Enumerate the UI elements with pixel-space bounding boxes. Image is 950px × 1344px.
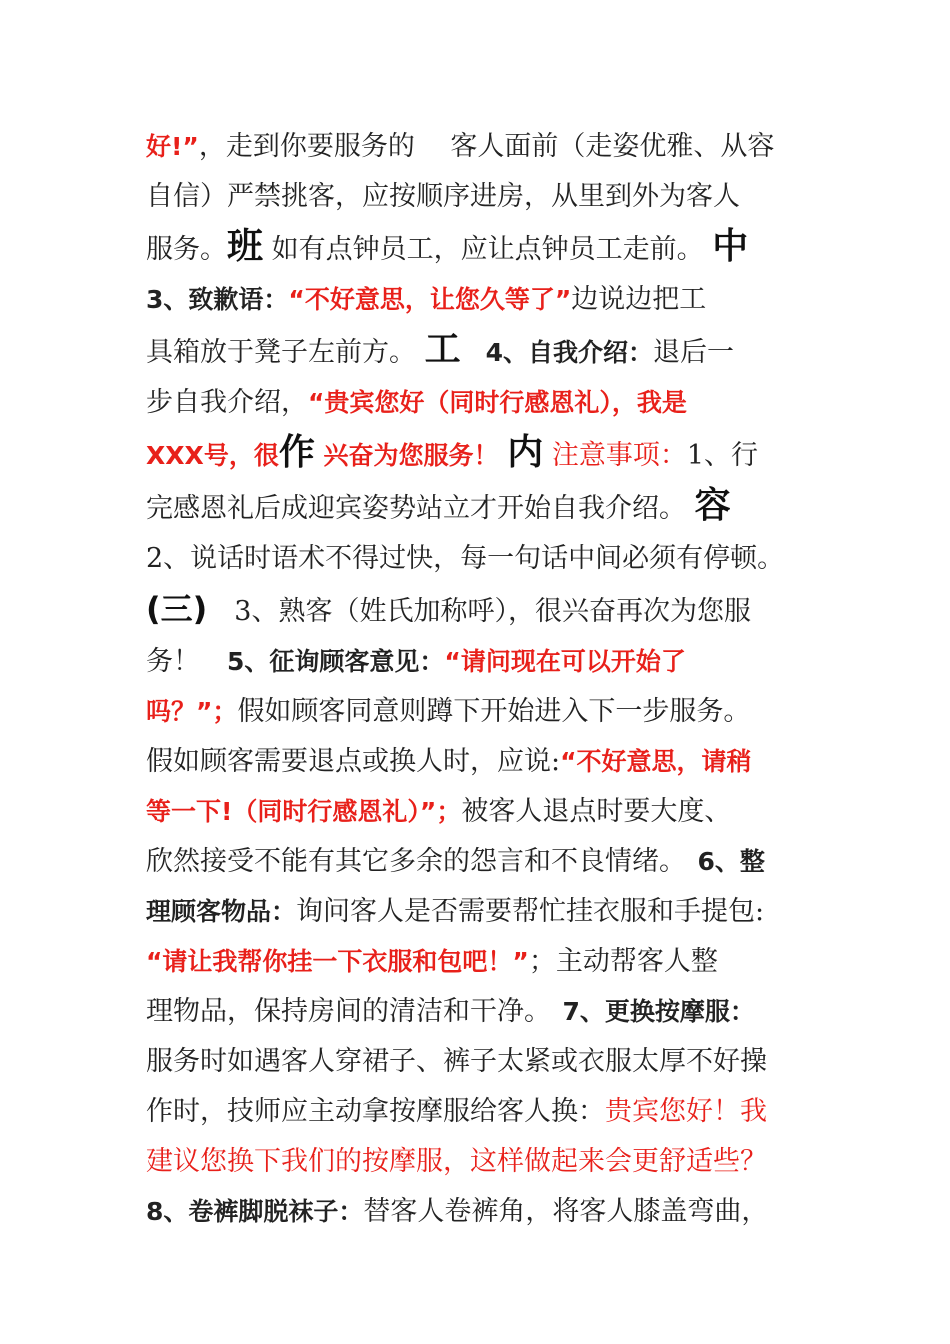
- watermark-char: 中: [712, 226, 749, 267]
- watermark-char: 内: [507, 432, 544, 473]
- emphasis-text: 好!”: [146, 132, 199, 161]
- emphasis-text: 贵宾您好！我: [605, 1096, 767, 1127]
- watermark-char: 班: [227, 226, 264, 267]
- text-line: [146, 481, 810, 534]
- body-text: 作时，技师应主动拿按摩服给客人换：: [146, 1096, 605, 1127]
- body-text: 4、自我介绍：: [460, 338, 654, 367]
- body-text: 理物品，保持房间的清洁和干净。: [146, 996, 538, 1027]
- body-text: 8、卷裤脚脱袜子：: [146, 1197, 364, 1226]
- body-text: 服务时如遇客人穿裙子、裤子太紧或衣服太厚不好操: [146, 1046, 767, 1077]
- text-line: [146, 122, 810, 172]
- body-text: 3、熟客（姓氏加称呼），很兴奋再次为您服: [207, 596, 751, 627]
- body-text: 务！: [146, 646, 227, 677]
- body-text: ，走到你要服务的 客人面前（走姿优雅、从容: [198, 131, 775, 162]
- body-text: 6、整: [672, 847, 765, 876]
- body-text: 5、征询顾客意见：: [227, 647, 445, 676]
- text-line: [146, 837, 810, 887]
- body-text: 被客人退点时要大度、: [461, 796, 732, 827]
- emphasis-text: “不好意思，请稍: [560, 747, 752, 776]
- body-text: 如有点钟员工，应让点钟员工走前。: [263, 234, 713, 265]
- body-text: 询问客人是否需要帮忙挂衣服和手提包:: [296, 896, 765, 927]
- text-line: [146, 172, 810, 222]
- watermark-char: 作: [278, 432, 315, 473]
- watermark-char: (三): [146, 590, 208, 628]
- text-line: [146, 937, 810, 987]
- text-line: [146, 1137, 810, 1187]
- text-line: [146, 584, 810, 637]
- text-line: [146, 687, 810, 737]
- body-text: 理顾客物品：: [146, 897, 297, 926]
- text-line: [146, 987, 810, 1037]
- body-text: 自信）严禁挑客，应按顺序进房，从里到外为客人: [146, 181, 740, 212]
- emphasis-text: 建议您换下我们的按摩服，这样做起来会更舒适些？: [146, 1146, 767, 1177]
- body-text: 欣然接受不能有其它多余的怨言和不良情绪。: [146, 846, 673, 877]
- body-text: 2、说话时语术不得过快，每一句话中间必须有停顿。: [146, 543, 785, 574]
- emphasis-text: 等一下!（同时行感恩礼）”；: [146, 797, 462, 826]
- body-text: 假如顾客需要退点或换人时，应说:: [146, 746, 561, 777]
- emphasis-text: “不好意思，让您久等了”: [288, 285, 572, 314]
- text-line: [146, 534, 810, 584]
- text-line: [146, 1187, 810, 1237]
- body-text: 服务。: [146, 234, 227, 265]
- document-body: [146, 122, 810, 1237]
- body-text: 假如顾客同意则蹲下开始进入下一步服务。: [237, 696, 751, 727]
- body-text: 3、致歉语：: [146, 285, 289, 314]
- emphasis-text: 注意事项：: [543, 440, 687, 471]
- body-text: 具箱放于凳子左前方。: [146, 337, 425, 368]
- emphasis-text: “贵宾您好（同时行感恩礼），我是: [308, 388, 687, 417]
- text-line: [146, 887, 810, 937]
- watermark-char: 工: [424, 329, 461, 370]
- text-line: [146, 637, 810, 687]
- emphasis-text: 兴奋为您服务！: [314, 441, 508, 470]
- text-line: [146, 1087, 810, 1137]
- watermark-char: 容: [694, 485, 731, 526]
- text-line: [146, 428, 810, 481]
- body-text: ；主动帮客人整: [528, 946, 718, 977]
- emphasis-text: “请问现在可以开始了: [444, 647, 686, 676]
- text-line: [146, 378, 810, 428]
- text-line: [146, 1037, 810, 1087]
- body-text: 7、更换按摩服：: [537, 997, 755, 1026]
- body-text: 退后一: [653, 337, 735, 368]
- emphasis-text: XXX号，很: [146, 441, 279, 470]
- text-line: [146, 222, 810, 275]
- body-text: 完感恩礼后成迎宾姿势站立才开始自我介绍。: [146, 493, 695, 524]
- body-text: 边说边把工: [571, 284, 707, 315]
- text-line: [146, 737, 810, 787]
- text-line: [146, 275, 810, 325]
- emphasis-text: 吗？”；: [146, 697, 238, 726]
- text-line: [146, 325, 810, 378]
- body-text: 1、行: [686, 440, 759, 471]
- emphasis-text: “请让我帮你挂一下衣服和包吧！”: [146, 947, 529, 976]
- body-text: 步自我介绍，: [146, 387, 308, 418]
- body-text: 替客人卷裤角，将客人膝盖弯曲，: [363, 1196, 769, 1227]
- text-line: [146, 787, 810, 837]
